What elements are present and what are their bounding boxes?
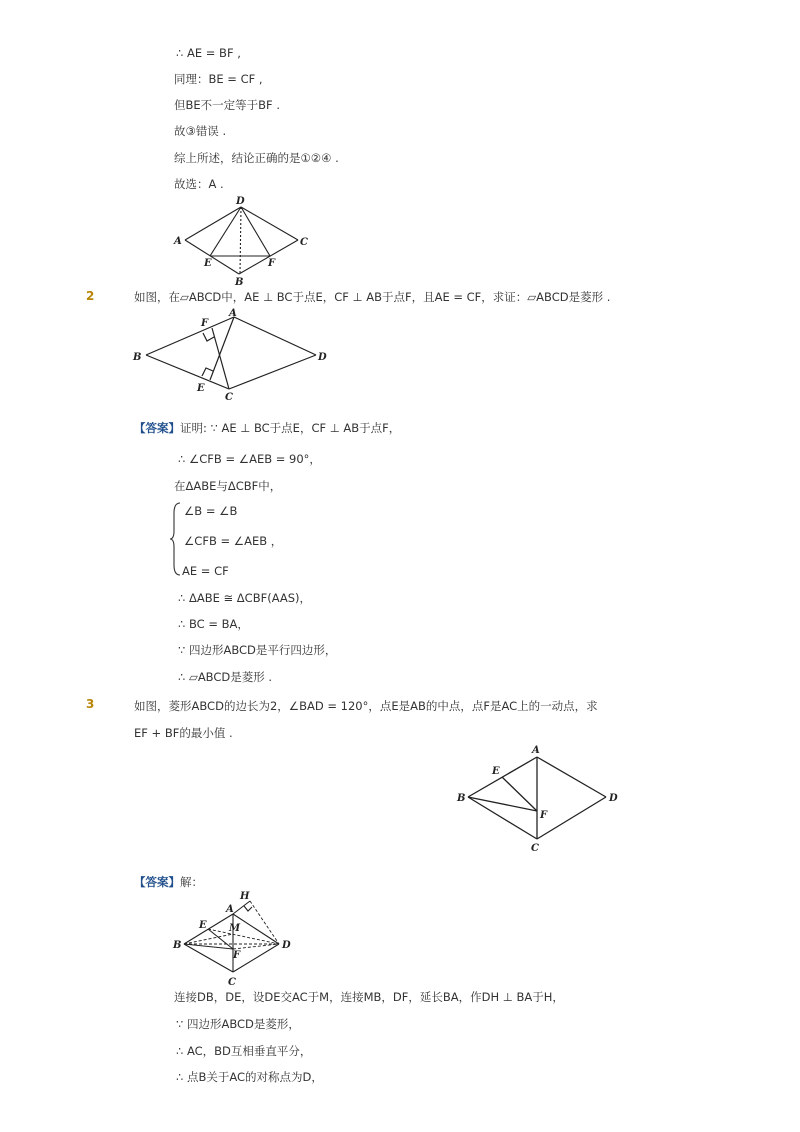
label-C: C bbox=[531, 843, 539, 854]
label-F: F bbox=[233, 950, 241, 961]
answer-intro: 证明: ∵ AE ⊥ BC于点E，CF ⊥ AB于点F， bbox=[180, 421, 401, 435]
answer-intro: 解： bbox=[180, 875, 203, 889]
proof-line: ∴ ΔABE ≅ ΔCBF(AAS)， bbox=[178, 591, 312, 605]
label-M: M bbox=[229, 923, 241, 934]
label-B: B bbox=[235, 277, 244, 288]
question-text: EF + BF的最小值 . bbox=[134, 726, 233, 740]
system-line: AE = CF bbox=[182, 564, 229, 578]
label-C: C bbox=[228, 977, 236, 988]
answer-tag: 【答案】 bbox=[134, 421, 180, 435]
solution-line: ∴ AC，BD互相垂直平分， bbox=[176, 1044, 312, 1058]
proof-line: ∴ BC = BA， bbox=[178, 617, 249, 631]
label-A: A bbox=[174, 236, 182, 247]
proof-line: ∴ ▱ABCD是菱形 . bbox=[178, 670, 273, 684]
label-A: A bbox=[229, 308, 237, 319]
label-H: H bbox=[240, 891, 250, 902]
label-B: B bbox=[173, 940, 182, 951]
label-F: F bbox=[201, 318, 209, 329]
proof-line: ∴ ∠CFB = ∠AEB = 90°， bbox=[178, 452, 321, 466]
solution-line: 连接DB，DE，设DE交AC于M，连接MB，DF，延长BA，作DH ⊥ BA于H， bbox=[174, 990, 564, 1004]
label-E: E bbox=[492, 766, 500, 777]
solution-line: 同理：BE = CF , bbox=[174, 72, 263, 86]
solution-line: 但BE不一定等于BF . bbox=[174, 98, 280, 112]
proof-line: 在ΔABE与ΔCBF中， bbox=[174, 479, 282, 493]
solution-line: ∵ 四边形ABCD是菱形， bbox=[176, 1017, 300, 1031]
system-line: ∠CFB = ∠AEB ， bbox=[184, 534, 283, 548]
label-D: D bbox=[282, 940, 291, 951]
solution-line: 综上所述，结论正确的是①②④ . bbox=[174, 151, 339, 165]
label-D: D bbox=[609, 793, 618, 804]
label-C: C bbox=[225, 392, 233, 403]
label-F: F bbox=[540, 810, 548, 821]
label-D: D bbox=[318, 352, 327, 363]
label-E: E bbox=[199, 920, 207, 931]
solution-line: 故③错误 . bbox=[174, 124, 227, 138]
system-line: ∠B = ∠B bbox=[184, 504, 238, 518]
label-A: A bbox=[532, 745, 540, 756]
label-F: F bbox=[268, 258, 276, 269]
question-number: 2 bbox=[86, 289, 95, 303]
label-C: C bbox=[300, 237, 308, 248]
label-E: E bbox=[197, 383, 205, 394]
answer-tag: 【答案】 bbox=[134, 875, 180, 889]
question-number: 3 bbox=[86, 697, 95, 711]
solution-line: ∴ 点B关于AC的对称点为D， bbox=[176, 1070, 323, 1084]
proof-line: ∵ 四边形ABCD是平行四边形， bbox=[178, 643, 337, 657]
label-B: B bbox=[457, 793, 466, 804]
label-B: B bbox=[133, 352, 142, 363]
label-D: D bbox=[236, 196, 245, 207]
solution-line: ∴ AE = BF , bbox=[176, 46, 241, 60]
question-text: 如图，菱形ABCD的边长为2，∠BAD = 120°，点E是AB的中点，点F是AC上的一动点，求 bbox=[134, 699, 598, 713]
label-E: E bbox=[204, 258, 212, 269]
question-text: 如图，在▱ABCD中，AE ⊥ BC于点E，CF ⊥ AB于点F，且AE = CF，求证：▱ABCD是菱形 . bbox=[134, 290, 611, 304]
label-A: A bbox=[226, 904, 234, 915]
solution-line: 故选：A . bbox=[174, 177, 224, 191]
